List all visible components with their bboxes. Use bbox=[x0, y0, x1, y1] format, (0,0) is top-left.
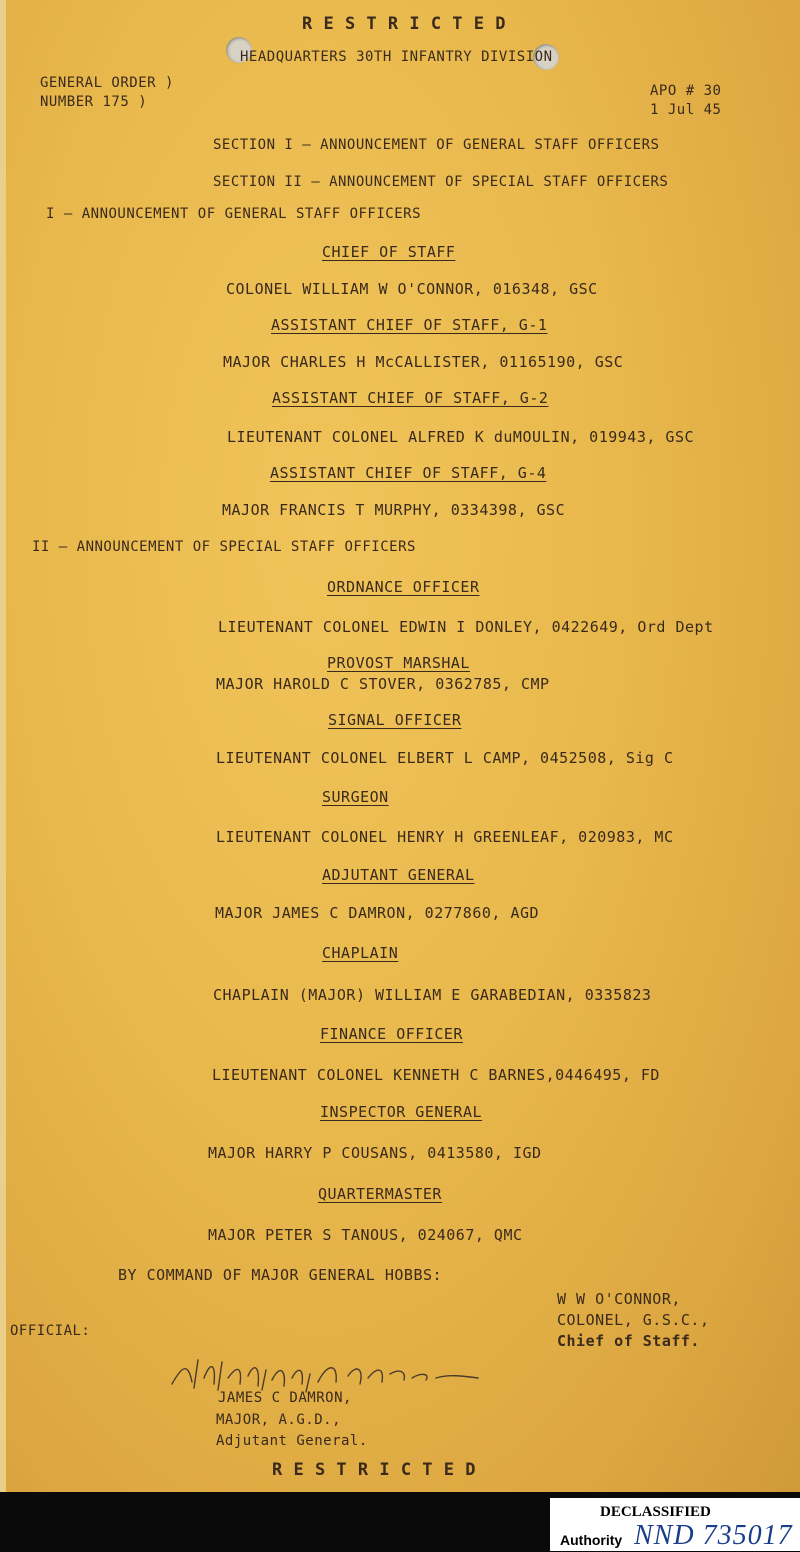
official-label: OFFICIAL: bbox=[10, 1323, 91, 1339]
officer-entry: MAJOR HAROLD C STOVER, 0362785, CMP bbox=[216, 675, 550, 693]
position-title: CHAPLAIN bbox=[322, 944, 399, 962]
position-title: ASSISTANT CHIEF OF STAFF, G-2 bbox=[272, 389, 549, 407]
position-title: PROVOST MARSHAL bbox=[327, 654, 470, 672]
officer-entry: CHAPLAIN (MAJOR) WILLIAM E GARABEDIAN, 0335823 bbox=[213, 986, 652, 1004]
officer-entry: LIEUTENANT COLONEL ALFRED K duMOULIN, 019943, GSC bbox=[227, 428, 695, 446]
position-title: SURGEON bbox=[322, 788, 389, 806]
officer-entry: LIEUTENANT COLONEL KENNETH C BARNES,0446495, FD bbox=[212, 1066, 660, 1084]
toc-section-1: SECTION I — ANNOUNCEMENT OF GENERAL STAFF OFFICERS bbox=[213, 137, 660, 153]
classification-top: R E S T R I C T E D bbox=[302, 14, 506, 34]
section-2-heading: II — ANNOUNCEMENT OF SPECIAL STAFF OFFICERS bbox=[32, 539, 416, 555]
adjutant-name: JAMES C DAMRON, bbox=[218, 1390, 352, 1406]
chief-of-staff-rank: COLONEL, G.S.C., bbox=[557, 1311, 710, 1329]
officer-entry: LIEUTENANT COLONEL EDWIN I DONLEY, 0422649, Ord Dept bbox=[218, 618, 714, 636]
declassified-stamp bbox=[550, 1498, 800, 1551]
headquarters-line: HEADQUARTERS 30TH INFANTRY DIVISION bbox=[240, 49, 553, 65]
position-title: ASSISTANT CHIEF OF STAFF, G-4 bbox=[270, 464, 547, 482]
general-order-label: GENERAL ORDER ) bbox=[40, 75, 174, 91]
adjutant-rank: MAJOR, A.G.D., bbox=[216, 1412, 342, 1428]
apo-number: APO # 30 bbox=[650, 83, 722, 99]
position-title: FINANCE OFFICER bbox=[320, 1025, 463, 1043]
position-title: ASSISTANT CHIEF OF STAFF, G-1 bbox=[271, 316, 548, 334]
general-order-number: NUMBER 175 ) bbox=[40, 94, 148, 110]
officer-entry: MAJOR HARRY P COUSANS, 0413580, IGD bbox=[208, 1144, 542, 1162]
position-title: INSPECTOR GENERAL bbox=[320, 1103, 483, 1121]
by-command-line: BY COMMAND OF MAJOR GENERAL HOBBS: bbox=[118, 1266, 443, 1284]
officer-entry: MAJOR CHARLES H McCALLISTER, 01165190, GSC bbox=[223, 353, 624, 371]
order-date: 1 Jul 45 bbox=[650, 102, 722, 118]
position-title: CHIEF OF STAFF bbox=[322, 243, 456, 261]
authority-number: NND 735017 bbox=[634, 1520, 793, 1551]
officer-entry: LIEUTENANT COLONEL HENRY H GREENLEAF, 020983, MC bbox=[216, 828, 674, 846]
paper-edge bbox=[0, 0, 6, 1492]
chief-of-staff-name: W W O'CONNOR, bbox=[557, 1290, 681, 1308]
classification-bottom: R E S T R I C T E D bbox=[272, 1460, 476, 1480]
authority-label: Authority bbox=[560, 1532, 623, 1548]
adjutant-title: Adjutant General. bbox=[216, 1433, 368, 1449]
officer-entry: COLONEL WILLIAM W O'CONNOR, 016348, GSC bbox=[226, 280, 598, 298]
position-title: ADJUTANT GENERAL bbox=[322, 866, 475, 884]
position-title: ORDNANCE OFFICER bbox=[327, 578, 480, 596]
chief-of-staff-title: Chief of Staff. bbox=[557, 1332, 700, 1350]
position-title: SIGNAL OFFICER bbox=[328, 711, 462, 729]
officer-entry: MAJOR FRANCIS T MURPHY, 0334398, GSC bbox=[222, 501, 566, 519]
officer-entry: LIEUTENANT COLONEL ELBERT L CAMP, 0452508, Sig C bbox=[216, 749, 674, 767]
position-title: QUARTERMASTER bbox=[318, 1185, 442, 1203]
section-1-heading: I — ANNOUNCEMENT OF GENERAL STAFF OFFICERS bbox=[46, 206, 422, 222]
officer-entry: MAJOR JAMES C DAMRON, 0277860, AGD bbox=[215, 904, 540, 922]
toc-section-2: SECTION II — ANNOUNCEMENT OF SPECIAL STAFF OFFICERS bbox=[213, 174, 669, 190]
officer-entry: MAJOR PETER S TANOUS, 024067, QMC bbox=[208, 1226, 523, 1244]
declassified-label: DECLASSIFIED bbox=[600, 1504, 711, 1520]
